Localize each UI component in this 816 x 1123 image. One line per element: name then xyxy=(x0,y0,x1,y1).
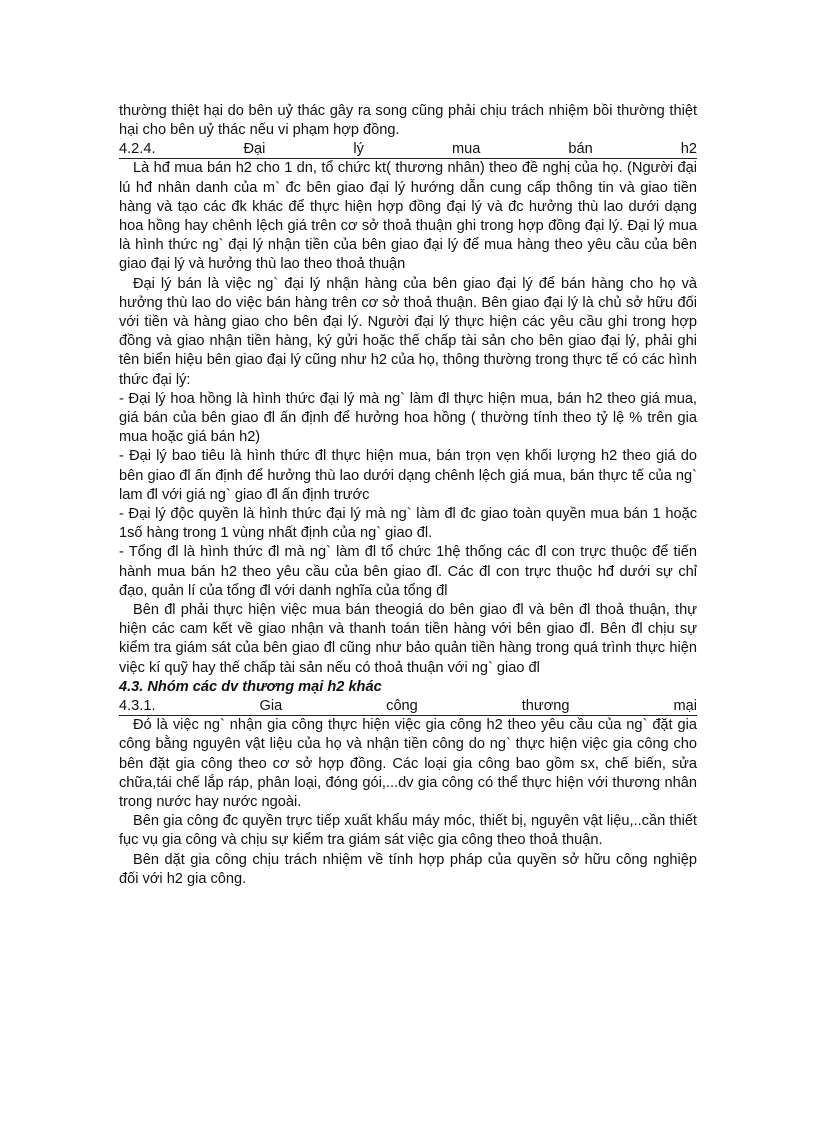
paragraph-dai-ly-ban: Đại lý bán là việc ng` đại lý nhận hàng của bên giao đại lý để bán hàng cho họ và hưởng thù lao do việc bán hàng trên cơ sở thoả thuận. Bên giao đại lý là chủ sở hữu đối với tiền và hàng giao cho bên đại lý. Người đại lý thực hiện các yêu cầu ghi trong hợp đồng và giao nhận tiền hàng, ký gửi hoặc thế chấp tài sản cho bên giao đại lý, phải ghi tên biển hiệu bên giao đại lý cũng như h2 của họ, thông thường trong thực tế có các hình thức đại lý: xyxy=(119,275,697,388)
heading-word: lý xyxy=(353,141,364,158)
heading-word: mua xyxy=(451,141,481,158)
list-item-dai-ly-doc-quyen: - Đại lý độc quyền là hình thức đại lý mà ng` làm đl đc giao toàn quyền mua bán 1 hoặc 1số hàng trong 1 vùng nhất định của ng` giao đl. xyxy=(119,506,697,542)
heading-word: Gia xyxy=(259,698,283,715)
heading-word: 4.2.4. xyxy=(119,141,156,158)
paragraph-gia-cong-definition: Đó là việc ng` nhận gia công thực hiện việc gia công h2 theo yêu cầu của ng` đặt gia công bằng nguyên vật liệu của họ và nhận tiền công do ng` thực hiện việc gia công cho bên đặt gia công theo cơ sở hợp đồng. Các loại gia công bao gồm sx, chế biến, sửa chữa,tái chế lắp ráp, phân loại, đóng gói,...dv gia công có thể thực hiện với thương nhân trong nước hay nước ngoài. xyxy=(119,717,697,810)
heading-4-3-1 xyxy=(119,697,697,716)
section-title-4-3: 4.3. Nhóm các dv thương mại h2 khác xyxy=(119,678,382,695)
list-item-dai-ly-hoa-hong: - Đại lý hoa hồng là hình thức đại lý mà ng` làm đl thực hiện mua, bán h2 theo giá mua, giá bán của bên giao đl ấn định để hưởng hoa hồng ( thường tính theo tỷ lệ % trên gia mua hoặc giá bán h2) xyxy=(119,390,697,446)
document-page xyxy=(119,102,697,889)
heading-4-2-4 xyxy=(119,140,697,159)
heading-word: h2 xyxy=(680,141,697,158)
heading-word: thương xyxy=(521,698,570,715)
paragraph-ben-gia-cong: Bên gia công đc quyền trực tiếp xuất khẩu máy móc, thiết bị, nguyên vật liệu,..cần thiết fục vụ gia công và chịu sự kiểm tra giám sát việc gia công theo thoả thuận. xyxy=(119,813,697,849)
paragraph-ben-dat-gia-cong: Bên dặt gia công chịu trách nhiệm về tính hợp pháp của quyền sở hữu công nghiệp đối với h2 gia công. xyxy=(119,851,697,887)
paragraph-dai-ly-mua: Là hđ mua bán h2 cho 1 dn, tổ chức kt( thương nhân) theo đề nghị của họ. (Người đại lú hđ nhân danh của m` đc bên giao đại lý hướng dẫn cung cấp thông tin và giao tiền hàng và tạo các đk khác để thực hiện hợp đồng đại lý và đc hưởng thù lao dưới dạng hoa hồng hay chênh lệch giá trên cơ sở thoả thuận ghi trong hợp đồng đại lý. Đại lý mua là hình thức ng` đại lý nhận tiền của bên giao đại lý để mua hàng theo yêu cầu của bên giao đại lý và hưởng thù lao theo thoả thuận xyxy=(119,160,697,273)
heading-word: công xyxy=(386,698,418,715)
heading-word: bán xyxy=(568,141,593,158)
heading-word: 4.3.1. xyxy=(119,698,156,715)
list-item-tong-dai-ly: - Tổng đl là hình thức đl mà ng` làm đl tổ chức 1hệ thống các đl con trực thuộc để tiến hành mua bán h2 theo yêu cầu của bên giao đl. Các đl con trực thuộc hđ dưới sự chỉ đạo, quản lí của tổng đl với danh nghĩa của tổng đl xyxy=(119,544,697,599)
heading-word: Đại xyxy=(243,141,266,158)
paragraph-intro: thường thiệt hại do bên uỷ thác gây ra song cũng phải chịu trách nhiệm bồi thường thiệt hại cho bên uỷ thác nếu vi phạm hợp đồng. xyxy=(119,103,697,139)
paragraph-ben-dai-ly: Bên đl phải thực hiện việc mua bán theogiá do bên giao đl và bên đl thoả thuận, thự hiện các cam kết về giao nhận và thanh toán tiền hàng với bên giao đl. Bên đl chịu sự kiểm tra giám sát của bên giao đl cũng như bảo quản tiền hàng trong quá trình thực hiện việc kí quỹ hay thế chấp tài sản nếu có thoả thuận với ng` giao đl xyxy=(119,602,697,676)
list-item-dai-ly-bao-tieu: - Đại lý bao tiêu là hình thức đl thực hiện mua, bán trọn vẹn khối lượng h2 theo giá do bên giao đl ấn định để hưởng thù lao dưới dạng chênh lệch giá mua, bán thực tế của ng` lam đl với giá ng` giao đl ấn định trước xyxy=(119,448,697,503)
heading-word: mại xyxy=(673,698,697,715)
